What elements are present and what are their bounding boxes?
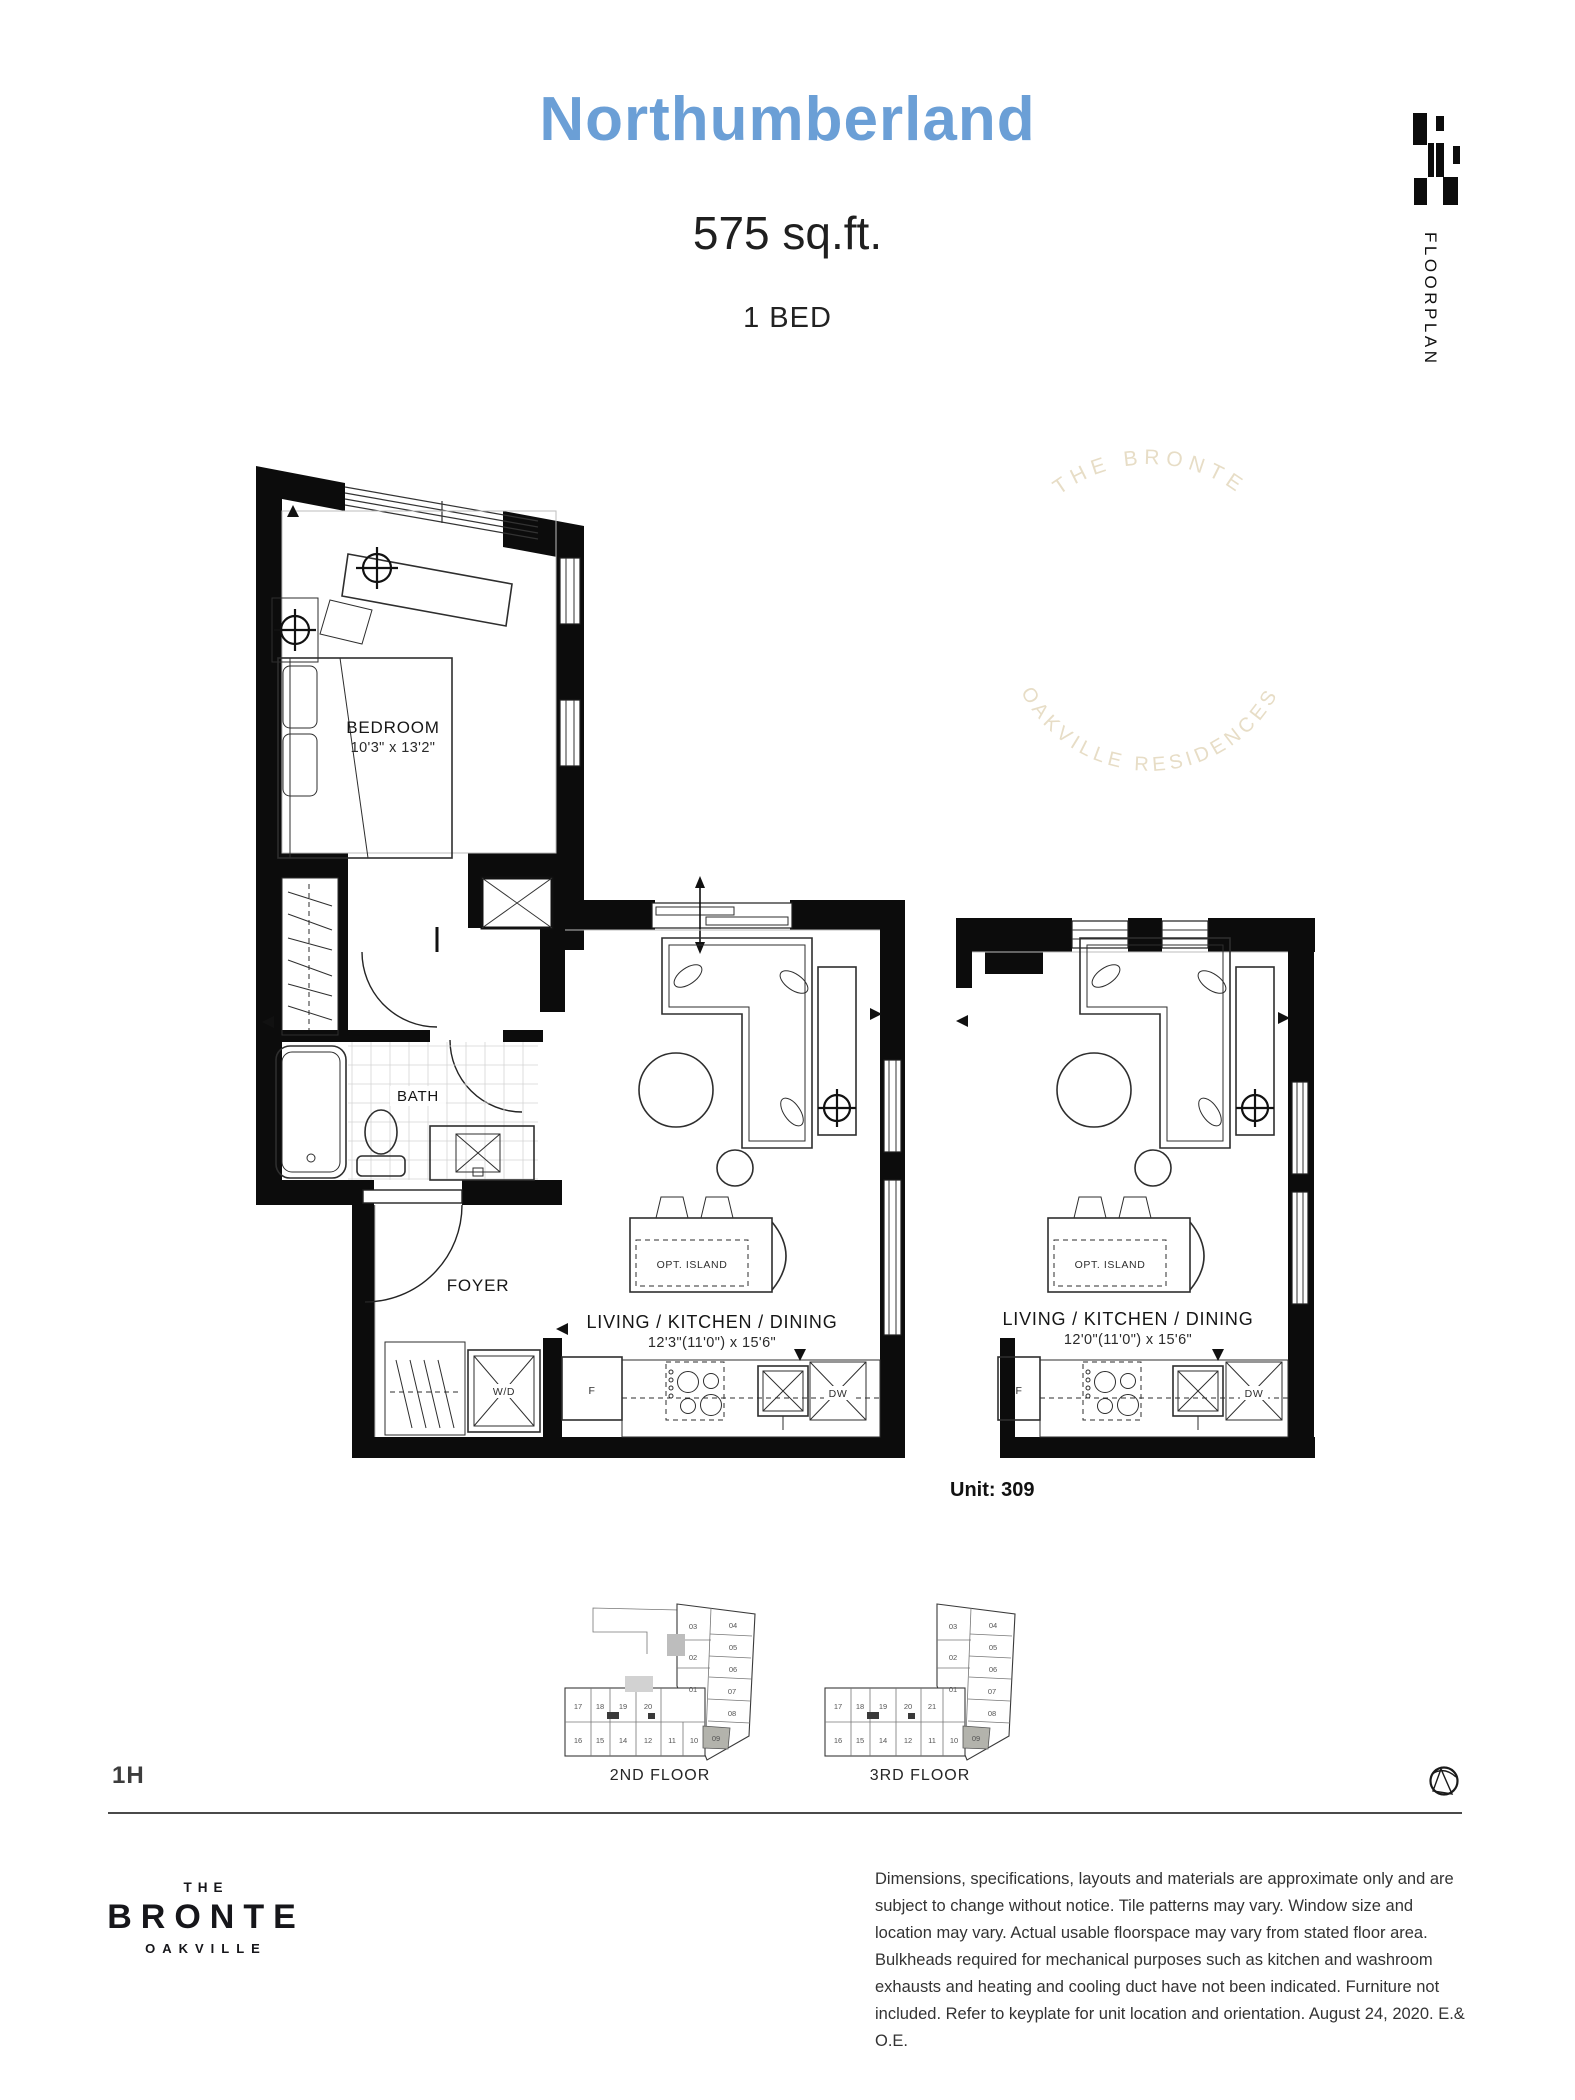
keyplate-3rd-floor (825, 1604, 1015, 1784)
footer-divider (108, 1812, 1462, 1814)
entry-closet (385, 1342, 465, 1435)
kp-unit-highlight: 09 (971, 1734, 981, 1743)
unit-area: 575 sq.ft. (692, 207, 883, 259)
kp-unit: 21 (927, 1702, 937, 1711)
kp-unit: 20 (643, 1702, 653, 1711)
kp-unit: 01 (688, 1685, 698, 1694)
living-dims-alt: 12'0"(11'0") x 15'6" (1063, 1332, 1193, 1348)
bath-label: BATH (396, 1088, 440, 1105)
kitchen (562, 1357, 880, 1437)
bedroom-label: BEDROOM (346, 718, 440, 737)
watermark-bottom-text: OAKVILLE RESIDENCES (1016, 683, 1284, 776)
island-label: OPT. ISLAND (656, 1259, 728, 1271)
kp-unit: 02 (688, 1653, 698, 1662)
shaft-box (482, 878, 552, 928)
kp-unit: 06 (728, 1665, 738, 1674)
dishwasher-label: DW (828, 1388, 848, 1400)
keyplate-2nd-floor (565, 1604, 755, 1784)
bedroom-furniture (272, 547, 512, 858)
logo-the: THE (183, 1880, 229, 1895)
keyplate-2nd-label: 2ND FLOOR (609, 1767, 711, 1784)
kp-unit: 07 (727, 1687, 737, 1696)
stove (1083, 1362, 1141, 1420)
page-code: 1H (112, 1762, 145, 1789)
disclaimer-text: Dimensions, specifications, layouts and materials are approximate only and are subject to change without notice. Tile patterns may vary. Window size and location may vary. Actual usable floorspace may vary from stated floor area. Bulkheads required for mechanical purposes such as kitchen and washroom exhausts and heating and cooling duct have not been indicated. Furniture not included. Refer to keyplate for unit location and orientation. August 24, 2020. E.& O.E. (875, 1870, 1465, 2050)
kitchen-island (630, 1197, 786, 1292)
bathroom (276, 1042, 538, 1180)
floor-plan-main (256, 466, 905, 1458)
kp-unit: 14 (618, 1736, 628, 1745)
kp-unit: 18 (855, 1702, 865, 1711)
living-label-alt: LIVING / KITCHEN / DINING (1002, 1309, 1254, 1329)
logo-name: BRONTE (107, 1898, 305, 1936)
living-right-window (884, 1060, 901, 1335)
brand-logo (96, 1880, 316, 1956)
dishwasher (1226, 1362, 1282, 1420)
unit-bedrooms: 1 BED (743, 302, 832, 334)
kp-unit: 01 (948, 1685, 958, 1694)
kp-unit: 08 (727, 1709, 737, 1718)
kp-unit: 05 (728, 1643, 738, 1652)
kp-unit: 08 (987, 1709, 997, 1718)
kp-unit: 17 (573, 1702, 583, 1711)
stove (666, 1362, 724, 1420)
page-title: Northumberland (539, 85, 1036, 154)
kp-unit: 19 (618, 1702, 628, 1711)
kp-unit: 10 (689, 1736, 699, 1745)
brand-pixel-icon (1413, 113, 1460, 205)
kp-unit: 20 (903, 1702, 913, 1711)
kp-unit: 11 (668, 1736, 676, 1745)
kp-unit: 15 (855, 1736, 865, 1745)
compass-icon (1431, 1768, 1458, 1795)
dishwasher (810, 1362, 866, 1420)
washer-dryer-label: W/D (492, 1386, 516, 1398)
sink (758, 1366, 808, 1430)
kp-unit: 04 (988, 1621, 998, 1630)
kitchen-island (1048, 1197, 1204, 1292)
kp-unit: 07 (987, 1687, 997, 1696)
floor-plan-alt (956, 918, 1315, 1458)
floorplan-rail-label: FLOORPLAN (1421, 232, 1440, 367)
watermark-top-text: THE BRONTE (1048, 445, 1252, 500)
kp-unit: 16 (573, 1736, 583, 1745)
keyplate-3rd-label: 3RD FLOOR (869, 1767, 971, 1784)
washer-dryer (468, 1350, 540, 1432)
fridge-label: F (588, 1385, 596, 1397)
kp-unit: 16 (833, 1736, 843, 1745)
kp-unit: 11 (928, 1736, 936, 1745)
kp-unit: 18 (595, 1702, 605, 1711)
walls (956, 918, 1315, 1458)
foyer-label: FOYER (446, 1276, 510, 1295)
living-label: LIVING / KITCHEN / DINING (586, 1312, 838, 1332)
kp-unit: 19 (878, 1702, 888, 1711)
kp-unit: 12 (903, 1736, 913, 1745)
kp-unit-highlight: 09 (711, 1734, 721, 1743)
kp-unit: 17 (833, 1702, 843, 1711)
living-slider-window (652, 876, 792, 954)
kp-unit: 03 (688, 1622, 698, 1631)
living-furniture (1057, 938, 1274, 1186)
kp-unit: 03 (948, 1622, 958, 1631)
dishwasher-label-alt: DW (1244, 1388, 1264, 1400)
bedroom-dims: 10'3" x 13'2" (350, 740, 436, 756)
kp-unit: 02 (948, 1653, 958, 1662)
fridge-label-alt: F (1015, 1385, 1023, 1397)
kp-unit: 14 (878, 1736, 888, 1745)
kp-unit: 15 (595, 1736, 605, 1745)
island-label-alt: OPT. ISLAND (1074, 1259, 1146, 1271)
kp-unit: 10 (949, 1736, 959, 1745)
unit-number-label: Unit: 309 (950, 1479, 1035, 1501)
kp-unit: 04 (728, 1621, 738, 1630)
bathtub (276, 1046, 346, 1178)
toilet (357, 1110, 405, 1176)
logo-city: OAKVILLE (145, 1941, 267, 1956)
doors (362, 927, 522, 1302)
kitchen (998, 1357, 1288, 1437)
kp-unit: 12 (643, 1736, 653, 1745)
kp-unit: 05 (988, 1643, 998, 1652)
vanity-sink (430, 1126, 534, 1180)
kp-unit: 06 (988, 1665, 998, 1674)
bedroom-closet (282, 878, 338, 1035)
watermark (1016, 446, 1283, 776)
living-furniture (639, 938, 856, 1186)
living-dims: 12'3"(11'0") x 15'6" (647, 1335, 777, 1351)
